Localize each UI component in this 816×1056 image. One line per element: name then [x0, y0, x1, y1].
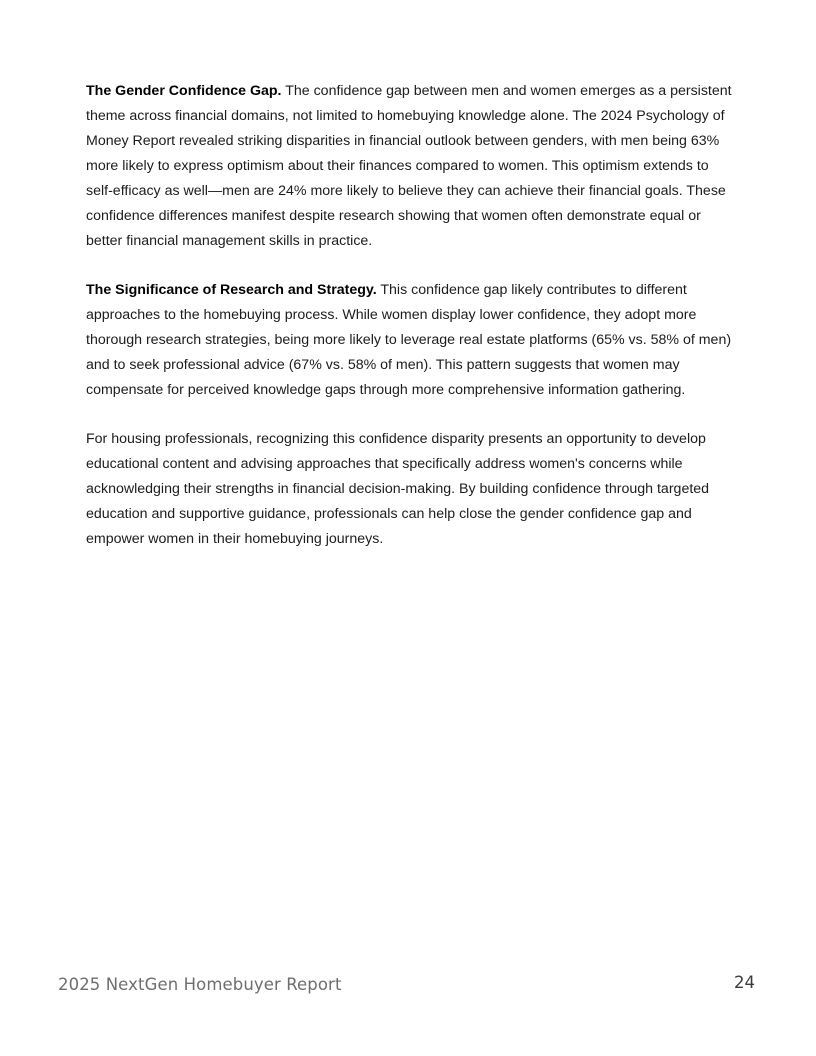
main-content	[86, 79, 736, 576]
footer-report-title: 2025 NextGen Homebuyer Report	[58, 975, 342, 994]
page-number: 24	[734, 973, 755, 992]
paragraph-research-strategy	[86, 278, 736, 403]
paragraph-body: This confidence gap likely contributes to different approaches to the homebuying process. While women display lower confidence, they adopt more thorough research strategies, being more likely to leverage real estate platforms (65% vs. 58% of men) and to seek professional advice (67% vs. 58% of men). This pattern suggests that women may compensate for perceived knowledge gaps through more comprehensive information gathering.	[86, 282, 732, 398]
paragraph-heading: The Gender Confidence Gap.	[86, 83, 282, 99]
paragraph-housing-professionals	[86, 427, 736, 552]
paragraph-gender-confidence-gap	[86, 79, 736, 254]
paragraph-heading: The Significance of Research and Strategy.	[86, 282, 377, 298]
paragraph-body: For housing professionals, recognizing this confidence disparity presents an opportunity to develop educational content and advising approaches that specifically address women's concerns while acknowledging their strengths in financial decision-making. By building confidence through targeted education and supportive guidance, professionals can help close the gender confidence gap and empower women in their homebuying journeys.	[86, 431, 710, 547]
paragraph-body: The confidence gap between men and women emerges as a persistent theme across financial domains, not limited to homebuying knowledge alone. The 2024 Psychology of Money Report revealed striking disparities in financial outlook between genders, with men being 63% more likely to express optimism about their finances compared to women. This optimism extends to self-efficacy as well—men are 24% more likely to believe they can achieve their financial goals. These confidence differences manifest despite research showing that women often demonstrate equal or better financial management skills in practice.	[86, 83, 732, 249]
